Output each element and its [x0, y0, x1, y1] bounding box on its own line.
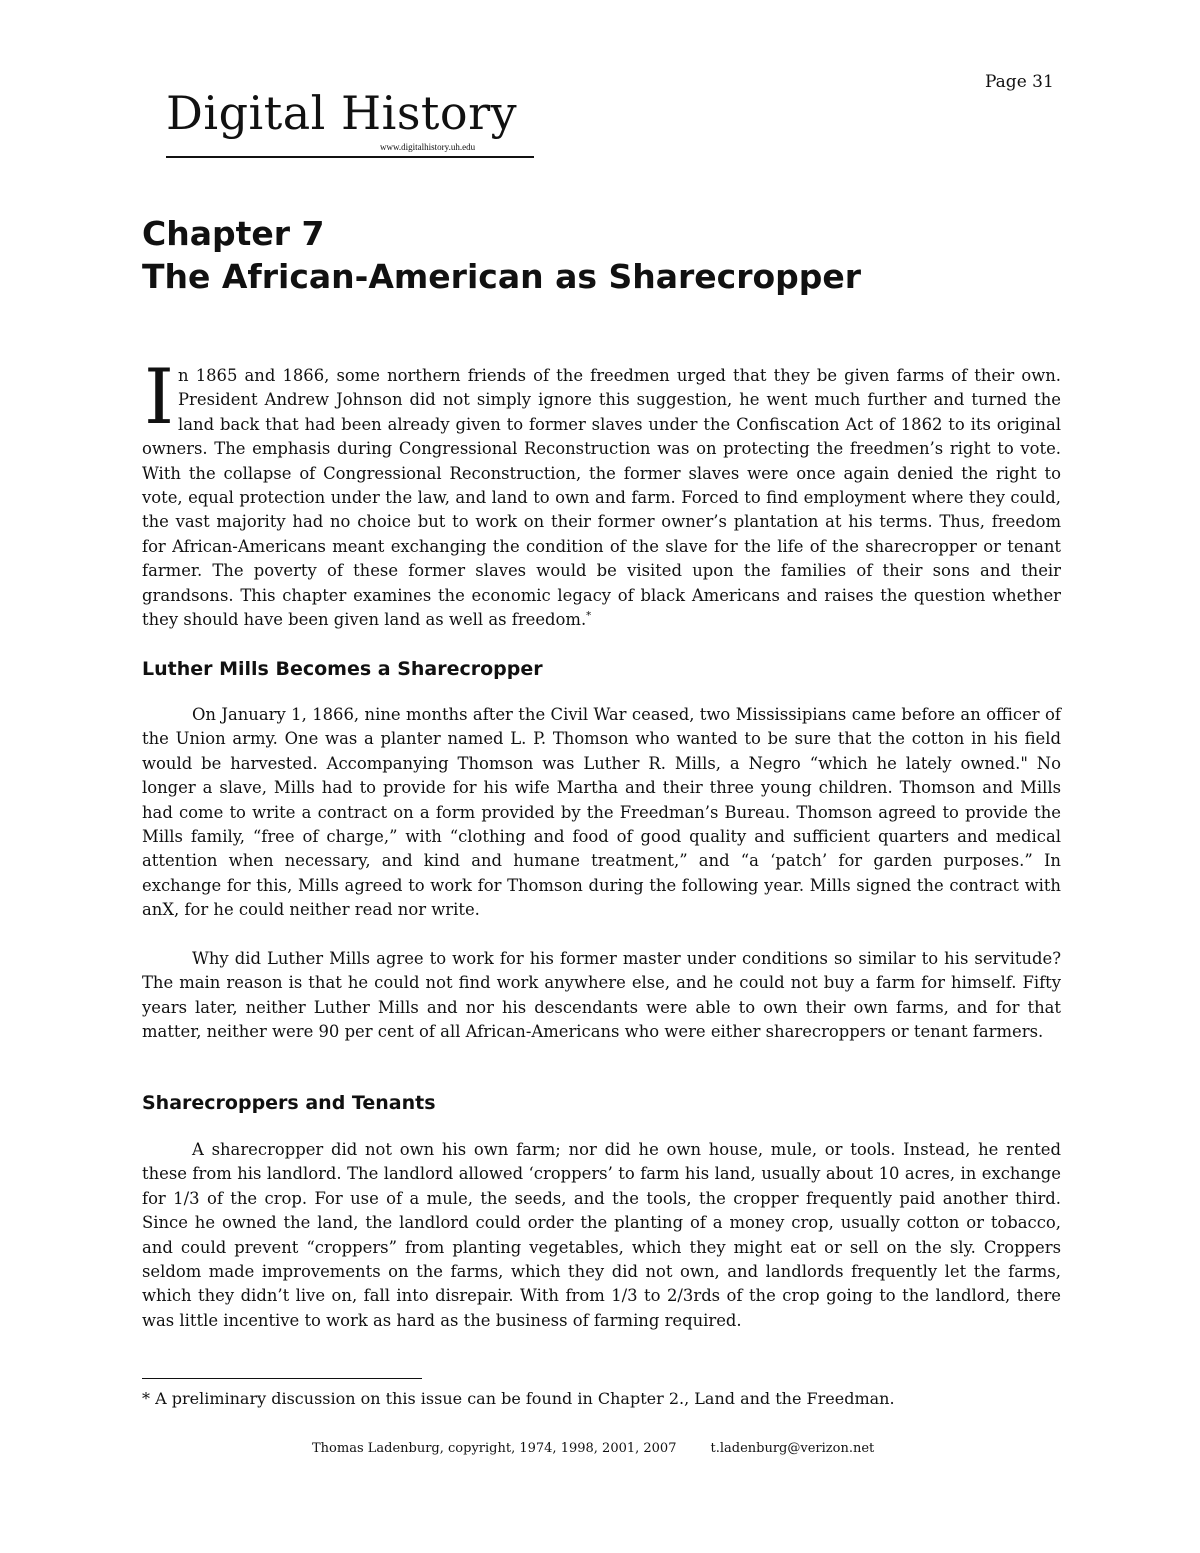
logo-url: www.digitalhistory.uh.edu [380, 142, 476, 152]
page-footer [312, 1441, 874, 1456]
section-heading-luther-mills: Luther Mills Becomes a Sharecropper [142, 658, 543, 680]
chapter-name: The African-American as Sharecropper [142, 257, 862, 296]
digital-history-logo [166, 86, 536, 162]
section-heading-sharecroppers: Sharecroppers and Tenants [142, 1092, 436, 1114]
chapter-number: Chapter 7 [142, 214, 325, 253]
footnote: * A preliminary discussion on this issue can be found in Chapter 2., Land and the Freedman. [142, 1389, 895, 1408]
paragraph-luther-mills-1: On January 1, 1866, nine months after the Civil War ceased, two Mississipians came before an officer of the Union army. One was a planter named L. P. Thomson who wanted to be sure that the cotton in his field would be harvested. Accompanying Thomson was Luther R. Mills, a Negro “which he lately owned." No longer a slave, Mills had to provide for his wife Martha and their three young children. Thomson and Mills had come to write a contract on a form provided by the Freedman’s Bureau. Thomson agreed to provide the Mills family, “free of charge,” with “clothing and food of good quality and sufficient quarters and medical attention when necessary, and kind and humane treatment,” and “a ‘patch’ for garden purposes.” In exchange for this, Mills agreed to work for Thomson during the following year. Mills signed the contract with anX, for he could neither read nor write. [142, 705, 1061, 920]
chapter-title [142, 212, 861, 298]
footer-email: t.ladenburg@verizon.net [710, 1441, 875, 1456]
logo-underline [166, 156, 534, 158]
paragraph-luther-mills-2: Why did Luther Mills agree to work for his former master under conditions so similar to his servitude? The main reason is that he could not find work anywhere else, and he could not buy a farm for himself. Fifty years later, neither Luther Mills and nor his descendants were able to own their own farms, and for that matter, neither were 90 per cent of all African-Americans who were either sharecroppers or tenant farmers. [142, 949, 1061, 1042]
footnote-divider [142, 1378, 422, 1379]
page-number: Page 31 [985, 72, 1054, 92]
logo-wordmark: Digital History [166, 86, 518, 140]
footnote-marker: * [586, 610, 592, 622]
drop-cap: I [144, 352, 175, 441]
intro-paragraph [142, 352, 1061, 632]
footer-copyright: Thomas Ladenburg, copyright, 1974, 1998, 2001, 2007 [312, 1441, 677, 1456]
intro-text: n 1865 and 1866, some northern friends of the freedmen urged that they be given farms of their own. President Andrew Johnson did not simply ignore this suggestion, he went much further and turned the land back that had been already given to former slaves under the Confiscation Act of 1862 to its original owners. The emphasis during Congressional Reconstruction was on protecting the freedmen’s right to vote. With the collapse of Congressional Reconstruction, the former slaves were once again denied the right to vote, equal protection under the law, and land to own and farm. Forced to find employment where they could, the vast majority had no choice but to work on their former owner’s plantation at his terms. Thus, freedom for African-Americans meant exchanging the condition of the slave for the life of the sharecropper or tenant farmer. The poverty of these former slaves would be visited upon the families of their sons and their grandsons. This chapter examines the economic legacy of black Americans and raises the question whether they should have been given land as well as freedom. [142, 366, 1061, 630]
paragraph-sharecroppers-1: A sharecropper did not own his own farm; nor did he own house, mule, or tools. Instead, he rented these from his landlord. The landlord allowed ‘croppers’ to farm his land, usually about 10 acres, in exchange for 1/3 of the crop. For use of a mule, the seeds, and the tools, the cropper frequently paid another third. Since he owned the land, the landlord could order the planting of a money crop, usually cotton or tobacco, and could prevent “croppers” from planting vegetables, which they might eat or sell on the sly. Croppers seldom made improvements on the farms, which they did not own, and landlords frequently let the farms, which they didn’t live on, fall into disrepair. With from 1/3 to 2/3rds of the crop going to the landlord, there was little incentive to work as hard as the business of farming required. [142, 1140, 1061, 1330]
